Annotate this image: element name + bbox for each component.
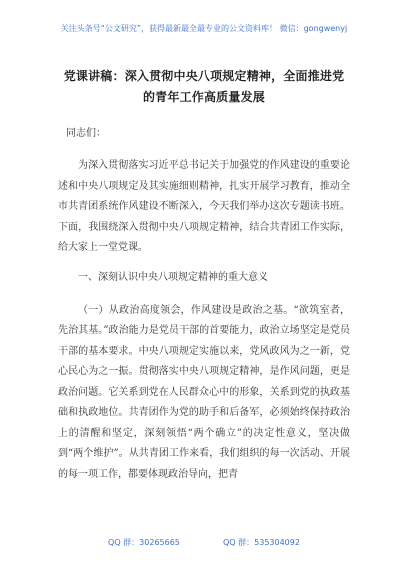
footer-qq-group-1: QQ 群：30265665 <box>108 538 180 547</box>
section-1-paragraph-1: （一）从政治高度领会，作风建设是政治之基。“欲筑室者，先治其基。”政治能力是党员干部的首要能力，政治立场坚定是党员干部的基本要求。中央八项规定实施以来，党风政风为之一新，党心民心为之一振。贯彻落实中央八项规定精神，是作风问题，更是政治问题。它关系到党在人民群众心中的形象，关系到党的执政基础和执政地位。共青团作为党的助手和后备军，必须始终保持政治上的清醒和坚定，深刻领悟“两个确立”的决定性意义，坚决做到“两个维护”。从共青团工作来看，我们组织的每一次活动、开展的每一项工作，都要体现政治导向，把青 <box>58 304 350 480</box>
document-title: 党课讲稿：深入贯彻中央八项规定精神，全面推进党的青年工作高质量发展 <box>63 69 345 104</box>
footer-qq-groups <box>0 538 408 548</box>
section-1-heading: 一、深刻认识中央八项规定精神的重大意义 <box>78 271 268 283</box>
salutation: 同志们： <box>66 128 106 139</box>
footer-qq-group-2: QQ 群：535304092 <box>223 538 300 547</box>
document-body <box>58 66 350 485</box>
intro-paragraph: 为深入贯彻落实习近平总书记关于加强党的作风建设的重要论述和中央八项规定及其实施细则精神，扎实开展学习教育，推动全市共青团系统作风建设不断深入，今天我们举办这次专题读书班。下面，我围绕深入贯彻中央八项规定精神，结合共青团工作实际，给大家上一堂党课。 <box>58 160 350 253</box>
header-promo-note: 关注头条号“公文研究”，获得最新最全最专业的公文资料库！ 微信：gongwenyj <box>60 24 348 33</box>
